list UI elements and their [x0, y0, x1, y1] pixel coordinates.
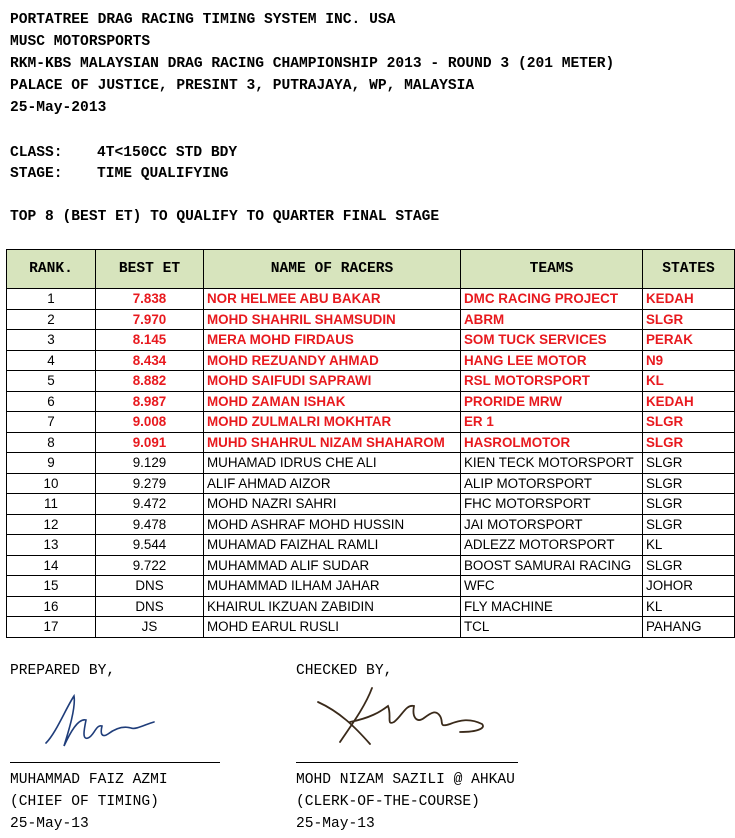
rank-cell: 16: [7, 596, 96, 617]
rank-cell: 5: [7, 371, 96, 392]
team-cell: KIEN TECK MOTORSPORT: [461, 453, 643, 474]
best-et-cell: 9.472: [96, 494, 204, 515]
best-et-cell: 9.091: [96, 432, 204, 453]
state-cell: N9: [643, 350, 735, 371]
state-cell: PAHANG: [643, 617, 735, 638]
racer-name-cell: NOR HELMEE ABU BAKAR: [204, 289, 461, 310]
state-cell: KL: [643, 371, 735, 392]
best-et-cell: 9.544: [96, 535, 204, 556]
qualification-note: TOP 8 (BEST ET) TO QUALIFY TO QUARTER FINAL STAGE: [10, 209, 440, 225]
state-cell: SLGR: [643, 494, 735, 515]
venue: PALACE OF JUSTICE, PRESINT 3, PUTRAJAYA, WP, MALAYSIA: [10, 78, 475, 94]
team-cell: ALIP MOTORSPORT: [461, 473, 643, 494]
checked-date: 25-May-13: [296, 816, 375, 832]
best-et-cell: 8.987: [96, 391, 204, 412]
stage-label: STAGE:: [10, 166, 63, 182]
team-cell: HASROLMOTOR: [461, 432, 643, 453]
checked-signature: [310, 682, 500, 754]
table-row: [7, 473, 735, 494]
best-et-cell: 8.434: [96, 350, 204, 371]
racer-name-cell: MUHAMMAD ILHAM JAHAR: [204, 576, 461, 597]
best-et-cell: 9.008: [96, 412, 204, 433]
table-row: [7, 535, 735, 556]
racer-name-cell: MUHAMAD IDRUS CHE ALI: [204, 453, 461, 474]
rank-cell: 6: [7, 391, 96, 412]
rank-cell: 4: [7, 350, 96, 371]
checked-by-label: CHECKED BY,: [296, 663, 393, 679]
team-cell: DMC RACING PROJECT: [461, 289, 643, 310]
rank-cell: 8: [7, 432, 96, 453]
organizer: MUSC MOTORSPORTS: [10, 34, 151, 50]
best-et-cell: 9.722: [96, 555, 204, 576]
rank-cell: 7: [7, 412, 96, 433]
table-row: [7, 514, 735, 535]
table-row: [7, 350, 735, 371]
results-table: [6, 249, 735, 638]
rank-cell: 2: [7, 309, 96, 330]
table-row: [7, 453, 735, 474]
racer-name-cell: ALIF AHMAD AIZOR: [204, 473, 461, 494]
racer-name-cell: MERA MOHD FIRDAUS: [204, 330, 461, 351]
team-cell: SOM TUCK SERVICES: [461, 330, 643, 351]
table-row: [7, 412, 735, 433]
checked-signature-line: [296, 762, 518, 763]
prepared-signature: [36, 688, 166, 758]
table-row: [7, 576, 735, 597]
team-cell: RSL MOTORSPORT: [461, 371, 643, 392]
racer-name-cell: MOHD NAZRI SAHRI: [204, 494, 461, 515]
prepared-role: (CHIEF OF TIMING): [10, 794, 159, 810]
table-header-row: [7, 250, 735, 289]
racer-name-cell: MOHD ZULMALRI MOKHTAR: [204, 412, 461, 433]
prepared-name: MUHAMMAD FAIZ AZMI: [10, 772, 168, 788]
best-et-cell: 7.838: [96, 289, 204, 310]
col-header-states: STATES: [643, 250, 735, 289]
best-et-cell: 8.145: [96, 330, 204, 351]
class-value: 4T<150CC STD BDY: [97, 145, 238, 161]
state-cell: KEDAH: [643, 289, 735, 310]
table-row: [7, 596, 735, 617]
checked-role: (CLERK-OF-THE-COURSE): [296, 794, 480, 810]
stage-value: TIME QUALIFYING: [97, 166, 229, 182]
rank-cell: 3: [7, 330, 96, 351]
table-row: [7, 432, 735, 453]
rank-cell: 11: [7, 494, 96, 515]
team-cell: TCL: [461, 617, 643, 638]
state-cell: SLGR: [643, 453, 735, 474]
state-cell: SLGR: [643, 555, 735, 576]
class-label: CLASS:: [10, 145, 63, 161]
best-et-cell: JS: [96, 617, 204, 638]
state-cell: SLGR: [643, 473, 735, 494]
col-header-best-et: BEST ET: [96, 250, 204, 289]
table-row: [7, 371, 735, 392]
racer-name-cell: KHAIRUL IKZUAN ZABIDIN: [204, 596, 461, 617]
rank-cell: 15: [7, 576, 96, 597]
team-cell: ABRM: [461, 309, 643, 330]
table-row: [7, 494, 735, 515]
best-et-cell: 9.129: [96, 453, 204, 474]
best-et-cell: DNS: [96, 596, 204, 617]
team-cell: FHC MOTORSPORT: [461, 494, 643, 515]
state-cell: SLGR: [643, 432, 735, 453]
racer-name-cell: MOHD ZAMAN ISHAK: [204, 391, 461, 412]
racer-name-cell: MOHD ASHRAF MOHD HUSSIN: [204, 514, 461, 535]
racer-name-cell: MUHAMMAD ALIF SUDAR: [204, 555, 461, 576]
table-row: [7, 309, 735, 330]
company-name: PORTATREE DRAG RACING TIMING SYSTEM INC. USA: [10, 12, 396, 28]
state-cell: SLGR: [643, 412, 735, 433]
rank-cell: 9: [7, 453, 96, 474]
team-cell: PRORIDE MRW: [461, 391, 643, 412]
state-cell: KL: [643, 535, 735, 556]
racer-name-cell: MOHD SAIFUDI SAPRAWI: [204, 371, 461, 392]
state-cell: SLGR: [643, 309, 735, 330]
event-title: RKM-KBS MALAYSIAN DRAG RACING CHAMPIONSHIP 2013 - ROUND 3 (201 METER): [10, 56, 615, 72]
racer-name-cell: MUHD SHAHRUL NIZAM SHAHAROM: [204, 432, 461, 453]
col-header-teams: TEAMS: [461, 250, 643, 289]
best-et-cell: 9.279: [96, 473, 204, 494]
col-header-rank: RANK.: [7, 250, 96, 289]
rank-cell: 10: [7, 473, 96, 494]
team-cell: JAI MOTORSPORT: [461, 514, 643, 535]
team-cell: BOOST SAMURAI RACING: [461, 555, 643, 576]
table-row: [7, 330, 735, 351]
racer-name-cell: MOHD REZUANDY AHMAD: [204, 350, 461, 371]
event-date: 25-May-2013: [10, 100, 107, 116]
rank-cell: 14: [7, 555, 96, 576]
table-row: [7, 289, 735, 310]
rank-cell: 17: [7, 617, 96, 638]
best-et-cell: 9.478: [96, 514, 204, 535]
table-row: [7, 617, 735, 638]
checked-name: MOHD NIZAM SAZILI @ AHKAU: [296, 772, 515, 788]
state-cell: PERAK: [643, 330, 735, 351]
prepared-date: 25-May-13: [10, 816, 89, 832]
rank-cell: 12: [7, 514, 96, 535]
col-header-name: NAME OF RACERS: [204, 250, 461, 289]
prepared-signature-line: [10, 762, 220, 763]
state-cell: JOHOR: [643, 576, 735, 597]
team-cell: ER 1: [461, 412, 643, 433]
state-cell: KEDAH: [643, 391, 735, 412]
table-row: [7, 391, 735, 412]
table-row: [7, 555, 735, 576]
best-et-cell: 8.882: [96, 371, 204, 392]
team-cell: ADLEZZ MOTORSPORT: [461, 535, 643, 556]
racer-name-cell: MOHD EARUL RUSLI: [204, 617, 461, 638]
racer-name-cell: MOHD SHAHRIL SHAMSUDIN: [204, 309, 461, 330]
rank-cell: 1: [7, 289, 96, 310]
state-cell: SLGR: [643, 514, 735, 535]
prepared-by-label: PREPARED BY,: [10, 663, 116, 679]
team-cell: FLY MACHINE: [461, 596, 643, 617]
best-et-cell: 7.970: [96, 309, 204, 330]
state-cell: KL: [643, 596, 735, 617]
team-cell: WFC: [461, 576, 643, 597]
racer-name-cell: MUHAMAD FAIZHAL RAMLI: [204, 535, 461, 556]
best-et-cell: DNS: [96, 576, 204, 597]
rank-cell: 13: [7, 535, 96, 556]
team-cell: HANG LEE MOTOR: [461, 350, 643, 371]
